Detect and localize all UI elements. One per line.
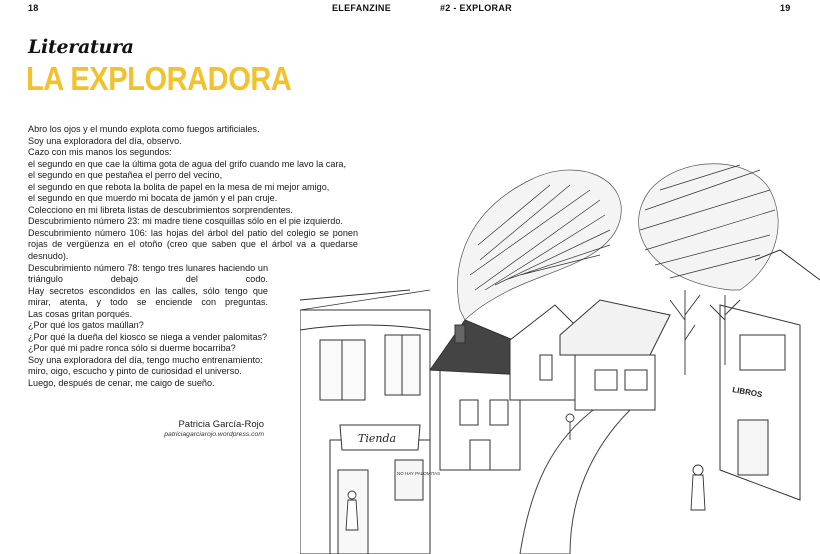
page-number-right: 19 (780, 3, 791, 13)
section-label: Literatura (28, 36, 134, 58)
body-line: Abro los ojos y el mundo explota como fuegos artificiales. (28, 124, 260, 134)
author-url: patriciagarciarojo.wordpress.com (164, 431, 264, 438)
body-paragraph: Descubrimiento número 78: tengo tres lunares haciendo un triángulo debajo del codo. (28, 262, 268, 285)
body-line: miro, oigo, escucho y pinto de curiosidad el universo. (28, 366, 242, 377)
tienda-sign: Tienda (358, 432, 397, 445)
bookstore-sign: LIBROS (731, 385, 763, 400)
palomitas-note: NO HAY PALOMITAS (397, 471, 441, 476)
body-line: Luego, después de cenar, me caigo de sueño. (28, 378, 215, 389)
smoke-cloud-right (639, 164, 778, 290)
body-line: Soy una exploradora del día, tengo mucho entrenamiento: (28, 354, 263, 365)
article-title: LA EXPLORADORA (26, 60, 292, 97)
body-paragraph: Hay secretos escondidos en las calles, sólo tengo que mirar, atenta, y todo se enciende con preguntas. (28, 285, 268, 308)
body-line: Descubrimiento número 23: mi madre tiene cosquillas sólo en el pie izquierdo. (28, 216, 343, 227)
body-line: Las cosas gritan porqués. (28, 308, 133, 319)
body-line: Cazo con mis manos los segundos: (28, 147, 172, 158)
body-line: el segundo en que rebota la bolita de papel en la mesa de mi mejor amigo, (28, 181, 330, 192)
body-line: ¿Por qué la dueña del kiosco se niega a vender palomitas? (28, 331, 268, 342)
page-number-left: 18 (28, 3, 39, 13)
body-line: el segundo en que pestañea el perro del vecino, (28, 170, 223, 181)
body-line: el segundo en que muerdo mi bocata de jamón y el pan cruje. (28, 193, 278, 204)
right-houses (510, 300, 670, 410)
body-paragraph: Descubrimiento número 106: las hojas del árbol del patio del colegio se ponen rojas de vergüenza en el otoño (creo que saben que el árbol va a quedarse desnudo). (28, 227, 358, 262)
body-line: Colecciono en mi libreta listas de descubrimientos sorprendentes. (28, 204, 293, 215)
body-line: el segundo en que cae la última gota de agua del grifo cuando me lavo la cara, (28, 158, 346, 169)
author-name: Patricia García-Rojo (178, 419, 264, 430)
body-line: Soy una exploradora del día, observo. (28, 135, 182, 146)
street-illustration (300, 140, 820, 554)
body-line: ¿Por qué mi padre ronca sólo si duerme bocarriba? (28, 343, 236, 354)
road (520, 405, 630, 554)
magazine-name: ELEFANZINE (332, 3, 392, 13)
body-line: ¿Por qué los gatos maúllan? (28, 320, 144, 331)
issue-label: #2 - EXPLORAR (440, 3, 512, 13)
smoke-cloud-left (458, 170, 622, 320)
